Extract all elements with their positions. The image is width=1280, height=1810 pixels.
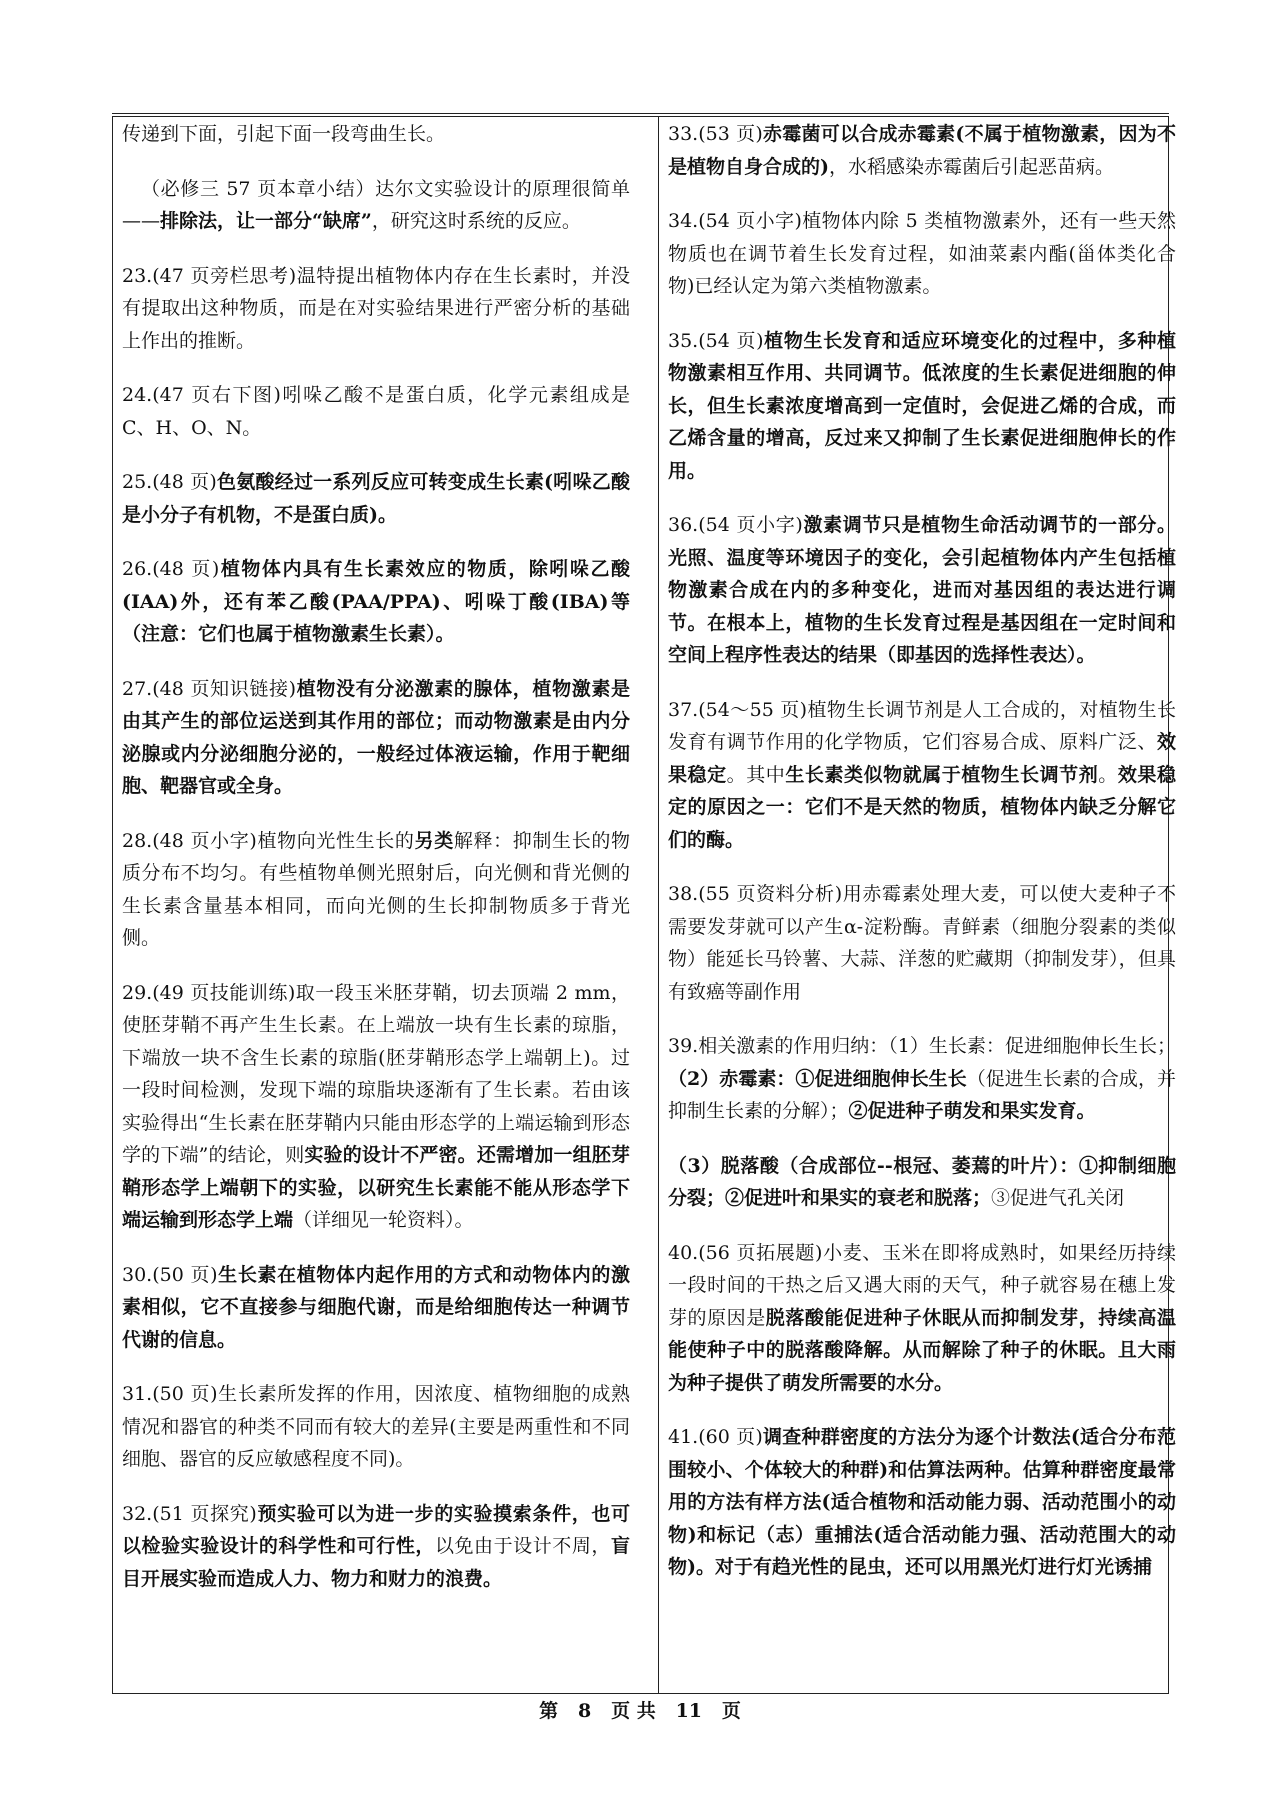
text-run: ，水稻感染赤霉菌后引起恶苗病。: [829, 155, 1115, 178]
text-run: 植物体内具有生长素效应的物质，除吲哚乙酸(IAA)外，还有苯乙酸(PAA/PPA)、吲哚丁酸(IBA)等（注意：它们也属于植物激素生长素）。: [122, 558, 630, 645]
text-run: 30.(50 页): [122, 1263, 218, 1286]
text-run: 35.(54 页): [668, 329, 764, 352]
text-run: 40.(56 页拓展题)小麦、玉米在即将成熟时，如果经历持续一段时间的干热之后又遇大雨的天气，种子就容易在穗上发芽的原因是: [668, 1241, 1176, 1329]
text-run: 39.相关激素的作用归纳：（1）生长素：促进细胞伸长生长；: [668, 1035, 1176, 1057]
text-run: （必修三 57 页本章小结）达尔文实验设计的原理很简单——: [122, 177, 630, 232]
text-run: 植物没有分泌激素的腺体，植物激素是由其产生的部位运送到其作用的部位；而动物激素是由内分泌腺或内分泌细胞分泌的，一般经过体液运输，作用于靶细胞、靶器官或全身。: [122, 677, 630, 797]
text-run: 效果稳定的原因之一：它们不是天然的物质，植物体内缺乏分解它们的酶。: [668, 763, 1176, 851]
right-column: [668, 118, 1176, 1606]
text-run: 以免由于设计不周，: [434, 1535, 611, 1557]
paragraph-p36: [668, 509, 1176, 672]
text-run: 28.(48 页小字)植物向光性生长的: [122, 829, 415, 852]
text-run: （促进生长素的合成，并抑制生长素的分解）；: [668, 1067, 1176, 1122]
text-run: ③促进气孔关闭: [991, 1187, 1125, 1209]
footer-total-pages: 11: [675, 1700, 703, 1722]
paragraph-p34: [668, 205, 1176, 303]
footer-suffix: 页: [721, 1700, 741, 1722]
paragraph-p39: [668, 1030, 1176, 1128]
text-run: 。: [1098, 763, 1118, 786]
text-run: 激素调节只是植物生命活动调节的一部分。光照、温度等环境因子的变化，会引起植物体内产生包括植物激素合成在内的多种变化，进而对基因组的表达进行调节。在根本上，植物的生长发育过程是基因组在一定时间和空间上程序性表达的结果（即基因的选择性表达）。: [668, 514, 1176, 666]
text-run: 盲目开展实验而造成人力、物力和财力的浪费。: [122, 1535, 630, 1590]
text-run: 32.(51 页探究): [122, 1502, 257, 1525]
text-run: 脱落酸能促进种子休眠从而抑制发芽，持续高温能使种子中的脱落酸降解。从而解除了种子的休眠。且大雨为种子提供了萌发所需要的水分。: [668, 1306, 1176, 1394]
text-run: 实验的设计不严密。还需增加一组胚芽鞘形态学上端朝下的实验，以研究生长素能不能从形态学下端运输到形态学上端: [122, 1144, 630, 1231]
text-run: 传递到下面，引起下面一段弯曲生长。: [122, 123, 446, 145]
footer-page-number: 8: [577, 1700, 592, 1722]
text-run: 24.(47 页右下图)吲哚乙酸不是蛋白质，化学元素组成是 C、H、O、N。: [122, 384, 630, 439]
paragraph-p24: [122, 379, 630, 444]
text-run: 生长素在植物体内起作用的方式和动物体内的激素相似，它不直接参与细胞代谢，而是给细胞传达一种调节代谢的信息。: [122, 1263, 630, 1351]
header-rule: [112, 113, 1169, 114]
text-run: 排除法，让一部分“缺席”: [160, 210, 372, 232]
left-column: [122, 118, 630, 1617]
text-run: 效果稳定: [668, 731, 1176, 786]
paragraph-p37: [668, 694, 1176, 857]
text-run: 赤霉菌可以合成赤霉素(不属于植物激素，因为不是植物自身合成的): [668, 123, 1176, 178]
text-run: 37.(54～55 页)植物生长调节剂是人工合成的，对植物生长发育有调节作用的化学物质，它们容易合成、原料广泛、: [668, 698, 1176, 753]
text-run: （详细见一轮资料）。: [293, 1209, 474, 1231]
text-run: 预实验可以为进一步的实验摸索条件，也可以检验实验设计的科学性和可行性，: [122, 1502, 630, 1557]
paragraph-p40: [668, 1237, 1176, 1400]
text-run: 25.(48 页): [122, 471, 217, 493]
text-run: 。其中: [726, 763, 786, 786]
column-divider: [658, 117, 659, 1693]
paragraph-p32: [122, 1498, 630, 1596]
paragraph-p26: [122, 553, 630, 651]
paragraph-p38: [668, 878, 1176, 1008]
text-run: 调查种群密度的方法分为逐个计数法(适合分布范围较小、个体较大的种群)和估算法两种。估算种群密度最常用的方法有样方法(适合植物和活动能力弱、活动范围小的动物)和标记（志）重捕法(适合活动能力强、活动范围大的动物)。对于有趋光性的昆虫，还可以用黑光灯进行灯光诱捕: [668, 1426, 1176, 1578]
text-run: 38.(55 页资料分析)用赤霉素处理大麦，可以使大麦种子不需要发芽就可以产生α-淀粉酶。青鲜素（细胞分裂素的类似物）能延长马铃薯、大蒜、洋葱的贮藏期（抑制发芽），但具有致癌等副作用: [668, 883, 1176, 1003]
paragraph-p2: [122, 173, 630, 238]
text-run: 36.(54 页小字): [668, 514, 803, 536]
text-run: 色氨酸经过一系列反应可转变成生长素(吲哚乙酸是小分子有机物，不是蛋白质)。: [122, 471, 630, 526]
footer-middle: 页 共: [611, 1700, 656, 1722]
footer-prefix: 第: [539, 1700, 559, 1722]
text-run: ，研究这时系统的反应。: [371, 210, 581, 232]
text-run: 另类: [414, 829, 454, 852]
paragraph-p35: [668, 325, 1176, 488]
paragraph-p1: [122, 118, 630, 151]
paragraph-p33: [668, 118, 1176, 183]
paragraph-p29: [122, 977, 630, 1237]
paragraph-p41: [668, 1421, 1176, 1584]
paragraph-p27: [122, 673, 630, 803]
text-run: 26.(48 页): [122, 558, 220, 580]
text-run: 34.(54 页小字)植物体内除 5 类植物激素外，还有一些天然物质也在调节着生长发育过程，如油菜素内酯(甾体类化合物)已经认定为第六类植物激素。: [668, 210, 1176, 297]
text-run: 29.(49 页技能训练)取一段玉米胚芽鞘，切去顶端 2 mm，使胚芽鞘不再产生生长素。在上端放一块有生长素的琼脂，下端放一块不含生长素的琼脂(胚芽鞘形态学上端朝上)。过一段时间检测，发现下端的琼脂块逐渐有了生长素。若由该实验得出“生长素在胚芽鞘内只能由形态学的上端运输到形态学的下端”的结论，则: [122, 981, 630, 1166]
text-run: 23.(47 页旁栏思考)温特提出植物体内存在生长素时，并没有提取出这种物质，而是在对实验结果进行严密分析的基础上作出的推断。: [122, 264, 630, 352]
paragraph-p23: [122, 260, 630, 358]
paragraph-p31: [122, 1378, 630, 1476]
paragraph-p25: [122, 466, 630, 531]
text-run: 33.(53 页): [668, 123, 763, 145]
text-run: 27.(48 页知识链接): [122, 677, 297, 700]
paragraph-p28: [122, 825, 630, 955]
text-run: （3）脱落酸（合成部位--根冠、萎蔫的叶片）：①抑制细胞分裂；②促进叶和果实的衰老和脱落；: [668, 1154, 1176, 1209]
text-run: 31.(50 页)生长素所发挥的作用，因浓度、植物细胞的成熟情况和器官的种类不同而有较大的差异(主要是两重性和不同细胞、器官的反应敏感程度不同)。: [122, 1383, 630, 1470]
page-footer: [0, 1696, 1280, 1723]
paragraph-p30: [122, 1259, 630, 1357]
text-run: （2）赤霉素：①促进细胞伸长生长: [668, 1067, 967, 1090]
text-run: ②促进种子萌发和果实发育。: [848, 1100, 1096, 1122]
text-run: 41.(60 页): [668, 1426, 763, 1448]
text-run: 解释：抑制生长的物质分布不均匀。有些植物单侧光照射后，向光侧和背光侧的生长素含量基本相同，而向光侧的生长抑制物质多于背光侧。: [122, 829, 630, 949]
text-run: 植物生长发育和适应环境变化的过程中，多种植物激素相互作用、共同调节。低浓度的生长素促进细胞的伸长，但生长素浓度增高到一定值时，会促进乙烯的合成，而乙烯含量的增高，反过来又抑制了生长素促进细胞伸长的作用。: [668, 329, 1176, 482]
text-run: 生长素类似物就属于植物生长调节剂: [785, 763, 1099, 786]
paragraph-p39b: [668, 1150, 1176, 1215]
